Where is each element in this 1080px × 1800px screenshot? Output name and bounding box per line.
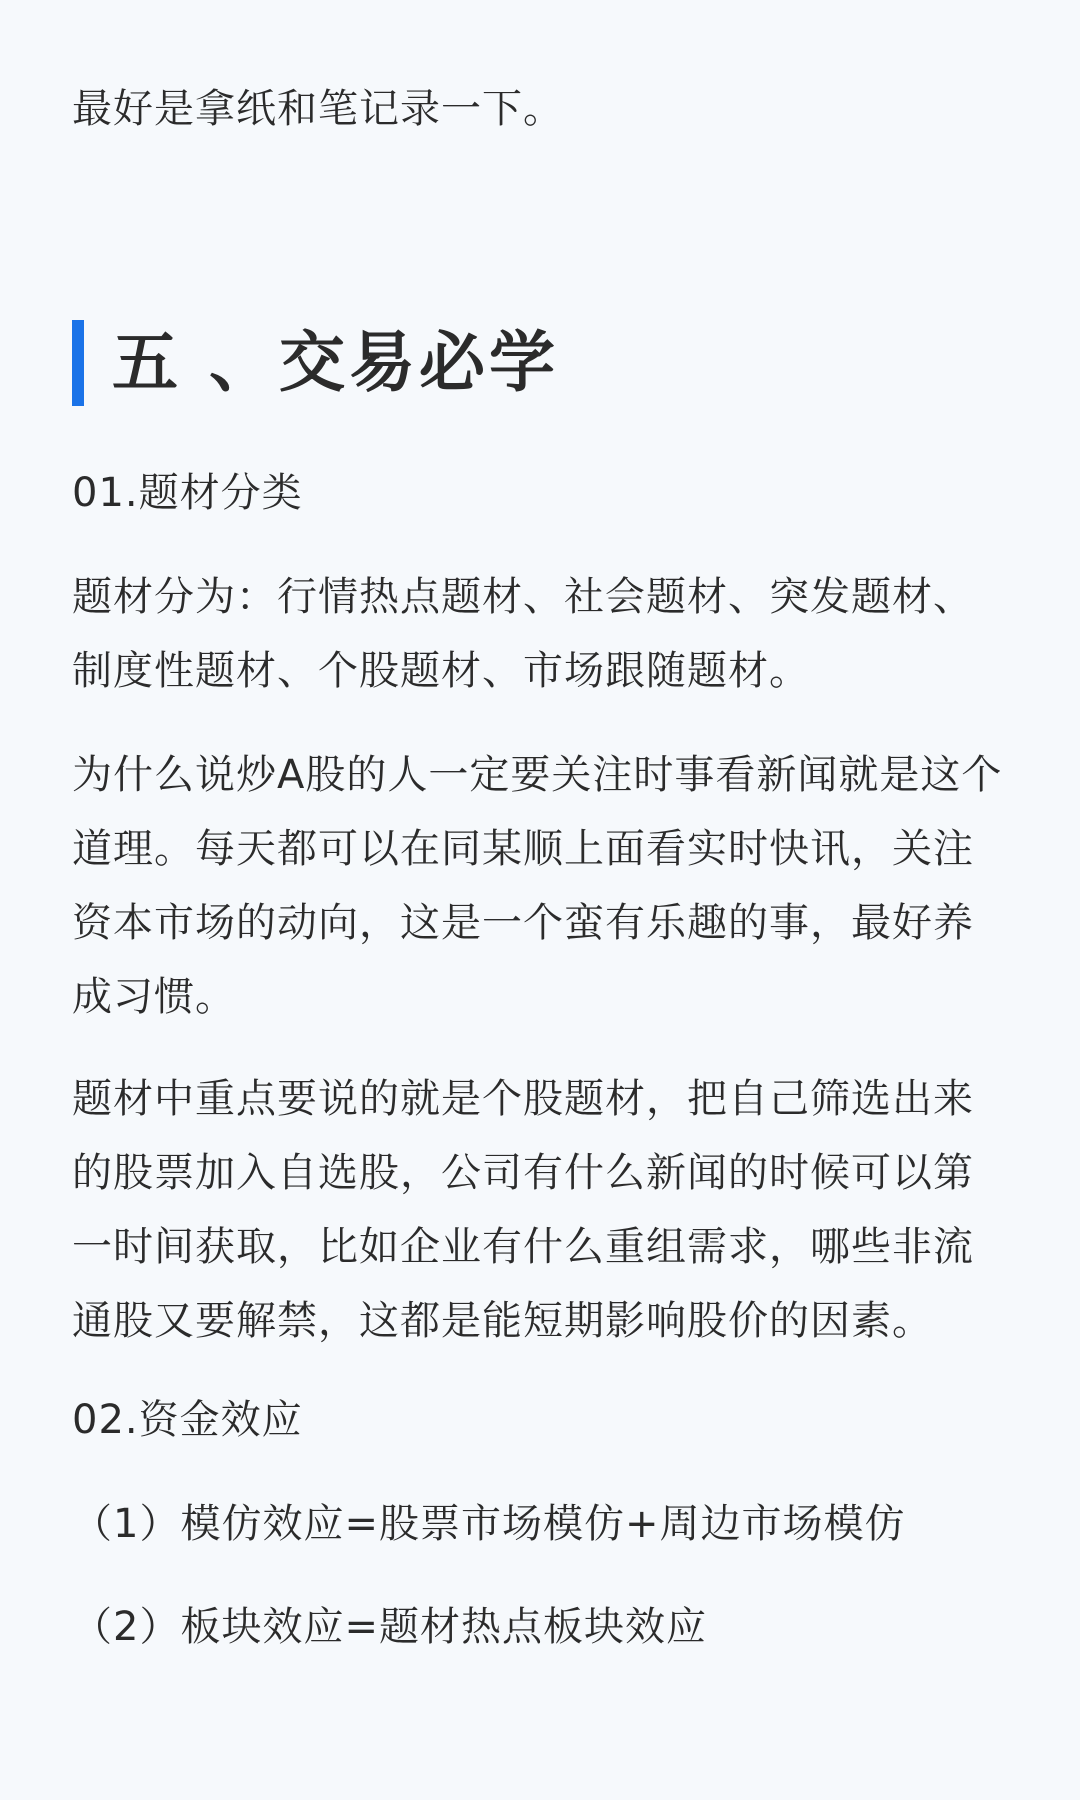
section-heading-text: 五 、交易必学 xyxy=(112,324,559,401)
paragraph-news-importance: 为什么说炒A股的人一定要关注时事看新闻就是这个道理。每天都可以在同某顺上面看实时快讯，关注资本市场的动向，这是一个蛮有乐趣的事，最好养成习惯。 xyxy=(72,752,1003,1020)
list-item-sector-effect: （2）板块效应=题材热点板块效应 xyxy=(72,1604,707,1650)
list-item-imitation-effect: （1）模仿效应=股票市场模仿+周边市场模仿 xyxy=(72,1501,906,1547)
subsection-title-2: 02.资金效应 xyxy=(72,1397,303,1443)
intro-paragraph: 最好是拿纸和笔记录一下。 xyxy=(72,86,564,132)
subsection-title-1: 01.题材分类 xyxy=(72,470,303,516)
article-body xyxy=(72,0,1012,1800)
section-heading xyxy=(72,320,559,406)
paragraph-individual-stock: 题材中重点要说的就是个股题材，把自己筛选出来的股票加入自选股，公司有什么新闻的时候可以第一时间获取，比如企业有什么重组需求，哪些非流通股又要解禁，这都是能短期影响股价的因素。 xyxy=(72,1076,974,1344)
heading-accent-bar xyxy=(72,320,84,406)
paragraph-topic-types: 题材分为：行情热点题材、社会题材、突发题材、制度性题材、个股题材、市场跟随题材。 xyxy=(72,574,974,694)
